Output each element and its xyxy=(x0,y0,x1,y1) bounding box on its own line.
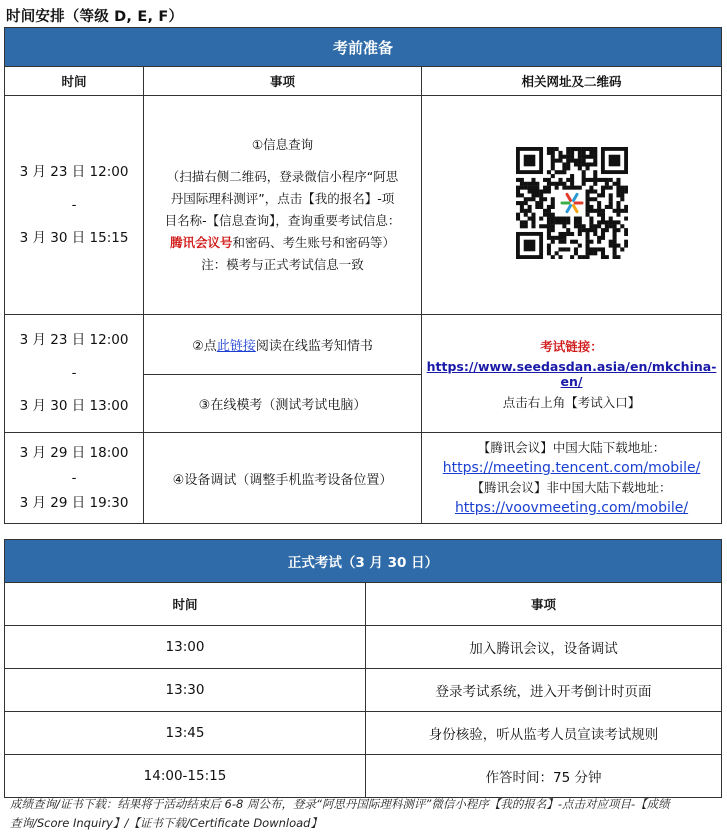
exam-item: 作答时间：75 分钟 xyxy=(366,755,722,798)
note-line: 查询/Score Inquiry】/【证书下载/Certificate Download】 xyxy=(10,816,322,830)
page-title: 时间安排（等级 D, E, F） xyxy=(6,9,184,25)
notice-link[interactable]: 此链接 xyxy=(216,339,256,354)
exam-link-note: 点击右上角【考试入口】 xyxy=(502,394,641,410)
start-time: 3 月 23 日 12:00 xyxy=(19,332,129,348)
intl-download-url[interactable]: https://voovmeeting.com/mobile/ xyxy=(454,500,689,516)
col-header-links: 相关网址及二维码 xyxy=(422,67,722,96)
note-line: 成绩查询/证书下载：结果将于活动结束后 6-8 周公布，登录“阿思丹国际理科测评”微信小程序【我的报名】-点击对应项目-【成绩 xyxy=(10,797,670,811)
exam-item: 加入腾讯会议，设备调试 xyxy=(366,626,722,669)
dash: - xyxy=(71,469,77,486)
prep-row-info xyxy=(5,96,722,315)
end-time: 3 月 30 日 15:15 xyxy=(19,229,129,246)
exam-time: 13:45 xyxy=(5,712,366,755)
exam-schedule-table xyxy=(4,539,722,798)
exam-link-cell xyxy=(422,315,722,433)
intl-download-title: 【腾讯会议】非中国大陆下载地址： xyxy=(471,480,672,495)
qr-code-icon xyxy=(516,147,628,259)
device-test-step: ④设备调试（调整手机监考设备位置） xyxy=(144,433,422,524)
download-links-cell xyxy=(422,433,722,524)
tencent-meeting-id-highlight: 腾讯会议号 xyxy=(169,235,233,250)
end-time: 3 月 30 日 13:00 xyxy=(19,398,129,414)
score-inquiry-note xyxy=(10,795,720,833)
end-time: 3 月 29 日 19:30 xyxy=(19,494,129,511)
exam-item: 身份核验，听从监考人员宣读考试规则 xyxy=(366,712,722,755)
prep-row-device xyxy=(5,433,722,524)
desc-line: 腾讯会议号和密码、考生账号和密码等） xyxy=(169,235,396,250)
exam-item: 登录考试系统，进入开考倒计时页面 xyxy=(366,669,722,712)
note-line: 注：模考与正式考试信息一致 xyxy=(201,257,364,272)
cn-download-url[interactable]: https://meeting.tencent.com/mobile/ xyxy=(442,460,701,476)
table-row xyxy=(5,755,722,798)
prep-band-header: 考前准备 xyxy=(5,28,722,67)
col-header-time: 时间 xyxy=(5,67,144,96)
exam-link-url[interactable]: https://www.seedasdan.asia/en/mkchina-en/ xyxy=(426,358,717,389)
time-range xyxy=(5,96,144,315)
col-header-time: 时间 xyxy=(5,583,366,626)
desc-line: （扫描右侧二维码，登录微信小程序“阿思 xyxy=(166,169,399,184)
table-row xyxy=(5,712,722,755)
prep-row-notice xyxy=(5,315,722,375)
exam-link-title: 考试链接： xyxy=(540,338,603,354)
exam-time: 13:30 xyxy=(5,669,366,712)
step-label: ①信息查询 xyxy=(251,137,314,152)
info-query-desc xyxy=(144,96,422,315)
desc-line: 丹国际理科测评”，点击【我的报名】-项 xyxy=(170,191,395,206)
start-time: 3 月 29 日 18:00 xyxy=(19,444,129,461)
qr-cell xyxy=(422,96,722,315)
notice-step: ②点此链接阅读在线监考知情书 xyxy=(144,315,422,375)
cn-download-title: 【腾讯会议】中国大陆下载地址： xyxy=(477,440,666,455)
col-header-item: 事项 xyxy=(366,583,722,626)
time-range xyxy=(5,433,144,524)
exam-time: 13:00 xyxy=(5,626,366,669)
dash: - xyxy=(71,365,77,381)
col-header-item: 事项 xyxy=(144,67,422,96)
exam-band-header: 正式考试（3 月 30 日） xyxy=(5,540,722,583)
desc-line: 目名称-【信息查询】，查询重要考试信息： xyxy=(164,213,401,228)
table-row xyxy=(5,626,722,669)
start-time: 3 月 23 日 12:00 xyxy=(19,163,129,180)
table-row xyxy=(5,669,722,712)
exam-time: 14:00-15:15 xyxy=(5,755,366,798)
prep-schedule-table xyxy=(4,27,722,524)
mock-exam-step: ③在线模考（测试考试电脑） xyxy=(144,375,422,433)
time-range xyxy=(5,315,144,433)
dash: - xyxy=(71,196,77,213)
